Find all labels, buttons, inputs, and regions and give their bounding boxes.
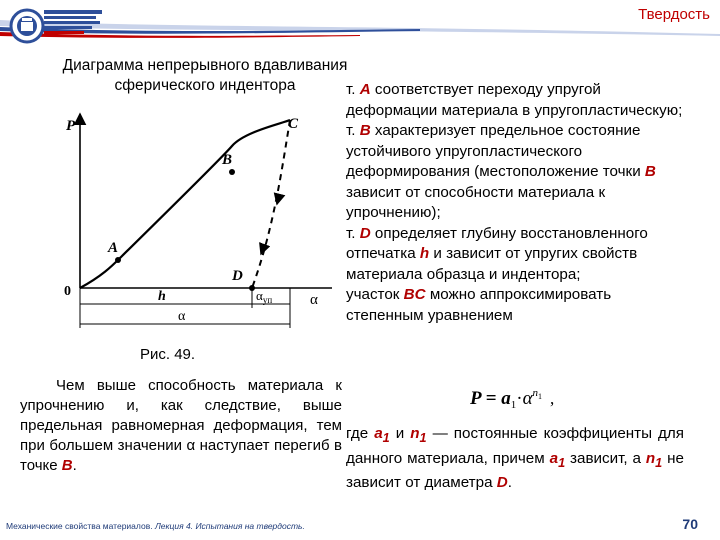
right-description [346,80,686,326]
header-title: Твердость [638,6,710,23]
point-d-description [346,224,686,286]
p3-text2: и зависит от упругих свойств материала образца и индентора; [346,245,638,283]
b-n1-letter: n [410,425,420,442]
left-paragraph [20,376,342,476]
formula-sub1: 1 [510,399,517,411]
p4-prefix: участок [346,286,404,303]
b-a1b-sub: 1 [558,455,566,470]
formula-dot: · [516,388,523,409]
b-n1b-sub: 1 [655,455,663,470]
indentation-diagram [60,108,340,338]
power-law-formula [466,384,606,414]
loading-curve [80,120,290,288]
p2-text2: зависит от способности материала к упрочнению); [346,183,606,221]
p4-text: можно аппроксимировать степенным уравнением [346,286,612,324]
alpha-up-symbol: α [256,288,263,303]
b-t6: . [507,474,512,492]
b-t3: — постоянные коэффициенты для данного материала, причем [346,425,684,467]
point-b [229,169,235,175]
b-a1-sub: 1 [382,431,390,446]
footer-lecture: Лекция 4. Испытания на твердость. [152,521,305,531]
alpha-label: α [178,309,186,324]
p1-point: A [359,81,371,98]
footer-course: Механические свойства материалов. [6,521,153,531]
p2-text1: характеризует предельное состояние устойчивого упругопластического деформирования (местоположение точки [346,122,645,180]
point-a-description [346,80,686,121]
p3-h: h [419,245,430,262]
bc-section-description [346,285,686,326]
p2-point2: B [644,163,656,180]
formula-comma: , [550,389,555,408]
p1-text: соответствует переходу упругой деформации материала в упругопластическую; [346,81,683,119]
formula-exp-sub: 1 [538,392,543,401]
footer-course-info [6,521,305,531]
b-n1 [410,425,427,446]
p3-point: D [359,224,371,242]
diagram-title-line2: сферического индентора [114,77,296,94]
formula-exp: n [532,387,539,399]
formula-alpha: α [522,388,533,409]
b-t1: где [346,425,375,442]
b-t4: зависит, а [565,449,646,467]
header-banner [0,0,720,44]
b-a1b-letter: a [549,449,559,467]
diagram-title-line1: Диаграмма непрерывного вдавливания [62,57,348,74]
b-n1b [645,449,663,470]
diagram-title [40,56,370,96]
p2-point: B [359,122,371,139]
origin-label: 0 [64,284,71,299]
point-b-label: B [222,152,233,168]
coefficients-paragraph [346,424,684,494]
axis-y-label: P [66,118,76,134]
b-a1-letter: a [374,425,383,442]
p2-prefix: т. [346,122,360,139]
alpha-up-sub: уп [262,295,273,305]
p4-bc: BC [403,286,426,303]
unloading-curve [252,120,290,288]
point-c-label: C [288,116,299,132]
p3-text1: определяет глубину восстановленного отпечатка [346,224,648,262]
university-logo [8,4,108,50]
b-a1 [374,425,390,446]
left-paragraph-point: B [61,457,73,474]
alpha-up-label [256,288,272,305]
point-a [115,257,121,263]
b-a1b [549,449,566,470]
b-d: D [496,474,508,492]
b-t2: и [389,425,411,442]
figure-caption: Рис. 49. [140,346,196,363]
point-b-description [346,121,686,224]
axis-x-label: α [310,292,318,308]
point-d-label: D [232,268,243,284]
left-paragraph-period: . [72,457,77,474]
formula-lhs: P = a [470,388,511,409]
point-a-label: A [108,240,119,256]
b-n1-sub: 1 [419,431,427,446]
page-number: 70 [682,516,698,532]
h-label: h [158,289,166,304]
svg-text:P = a1·αn1, [469,387,554,411]
b-n1b-letter: n [645,449,656,467]
p3-prefix: т. [346,224,360,242]
left-paragraph-text: Чем выше способность материала к упрочнению и, как следствие, выше предельная равномерная деформация, тем при большем значении α наступает перегиб в точке [20,377,342,474]
b-t5: не зависит от диаметра [346,449,684,492]
p1-prefix: т. [346,81,360,98]
